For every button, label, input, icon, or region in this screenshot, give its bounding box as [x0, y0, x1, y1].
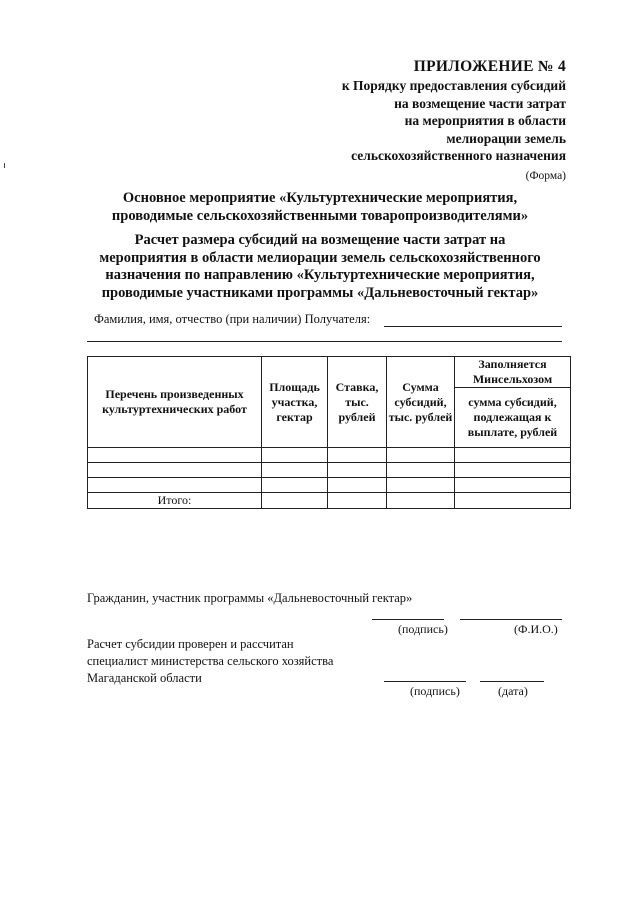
signature-caption-2: (подпись) [410, 684, 460, 698]
fio-caption: (Ф.И.О.) [514, 622, 558, 636]
recipient-name-line [384, 326, 562, 327]
checked-line: специалист министерства сельского хозяйства [87, 654, 334, 668]
margin-tick [4, 163, 5, 168]
header-ministry-group: Заполняется Минсельхозом [455, 357, 571, 388]
heading-line: назначения по направлению «Культуртехнические мероприятия, [105, 267, 535, 283]
heading-line: мероприятия в области мелиорации земель сельскохозяйственного [99, 249, 541, 266]
header-area: Площадь участка, гектар [262, 357, 328, 448]
citizen-fio-line [460, 619, 562, 620]
citizen-label: Гражданин, участник программы «Дальневосточный гектар» [87, 591, 413, 605]
calculation-table [87, 356, 571, 509]
table-cell[interactable] [328, 463, 387, 478]
heading-line: Основное мероприятие «Культуртехнические мероприятия, [122, 190, 518, 206]
table-cell[interactable] [262, 448, 328, 463]
total-label: Итого: [88, 493, 262, 509]
date-line [480, 681, 544, 682]
table-row [88, 448, 571, 463]
main-event-heading [60, 190, 580, 225]
table-cell[interactable] [387, 478, 455, 493]
appendix-line: на мероприятия в области [404, 113, 566, 128]
table-cell[interactable] [387, 448, 455, 463]
appendix-line: мелиорации земель [446, 130, 566, 146]
table-row [88, 478, 571, 493]
signature-caption: (подпись) [398, 622, 448, 636]
table-cell[interactable] [328, 448, 387, 463]
table-cell[interactable] [328, 478, 387, 493]
table-cell[interactable] [262, 478, 328, 493]
form-mark: (Форма) [525, 170, 566, 182]
table-cell[interactable] [455, 478, 571, 493]
specialist-signature-line [384, 681, 466, 682]
table-cell[interactable] [88, 478, 262, 493]
header-rate: Ставка, тыс. рублей [328, 357, 387, 448]
table-cell[interactable] [88, 463, 262, 478]
total-row [88, 493, 571, 509]
checked-line: Расчет субсидии проверен и рассчитан [87, 637, 294, 651]
total-cell[interactable] [387, 493, 455, 509]
total-cell[interactable] [328, 493, 387, 509]
header-sum: Сумма субсидий, тыс. рублей [387, 357, 455, 448]
table-cell[interactable] [88, 448, 262, 463]
recipient-name-field[interactable] [386, 312, 561, 327]
recipient-second-line [87, 341, 562, 342]
table-cell[interactable] [455, 463, 571, 478]
header-payout: сумма субсидий, подлежащая к выплате, рублей [455, 388, 571, 448]
calculation-heading [60, 232, 580, 302]
appendix-subtitle [290, 77, 566, 165]
appendix-line: сельскохозяйственного назначения [351, 148, 566, 163]
heading-line: Расчет размера субсидий на возмещение части затрат на [134, 232, 506, 248]
table-cell[interactable] [455, 448, 571, 463]
checked-line: Магаданской области [87, 671, 202, 685]
checked-by-block [87, 636, 333, 687]
heading-line: проводимые сельскохозяйственными товаропроизводителями» [111, 207, 529, 224]
table-cell[interactable] [262, 463, 328, 478]
total-cell[interactable] [455, 493, 571, 509]
appendix-line: на возмещение части затрат [394, 95, 566, 111]
table-row [88, 463, 571, 478]
appendix-title: ПРИЛОЖЕНИЕ № 4 [413, 58, 566, 75]
total-cell[interactable] [262, 493, 328, 509]
appendix-line: к Порядку предоставления субсидий [341, 78, 566, 93]
header-works: Перечень произведенных культуртехнических работ [88, 357, 262, 448]
recipient-label: Фамилия, имя, отчество (при наличии) Получателя: [94, 312, 371, 326]
citizen-signature-line [372, 619, 444, 620]
table-cell[interactable] [387, 463, 455, 478]
date-caption: (дата) [498, 684, 528, 698]
heading-line: проводимые участниками программы «Дальневосточный гектар» [101, 284, 539, 301]
